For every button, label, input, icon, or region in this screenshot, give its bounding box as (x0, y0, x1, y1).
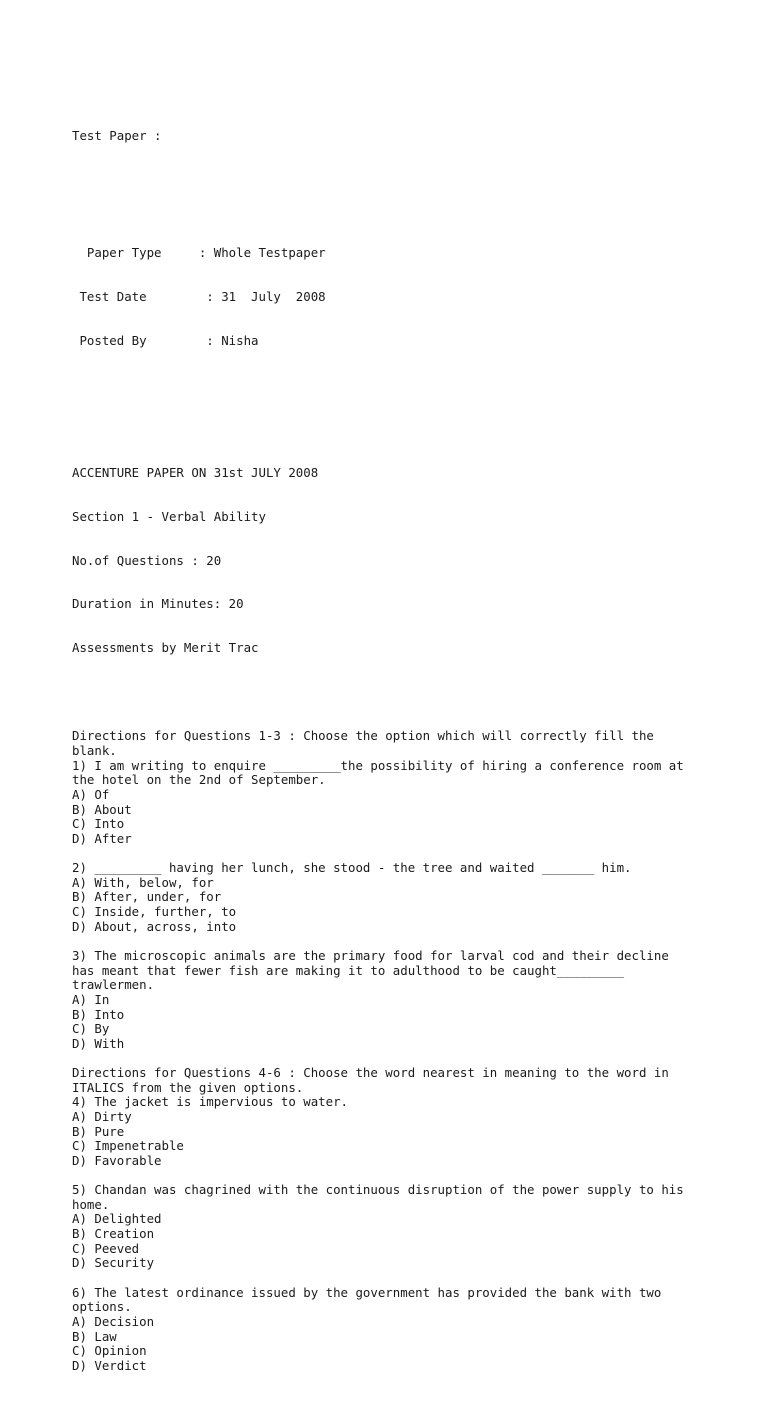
question-text: 5) Chandan was chagrined with the continuous disruption of the power supply to his (72, 1182, 684, 1198)
question-text: 2) _________ having her lunch, she stood - the tree and waited _______ him. (72, 860, 632, 876)
question-block (72, 1183, 684, 1271)
question-text: ITALICS from the given options. (72, 1079, 304, 1095)
question-text: trawlermen. (72, 977, 155, 993)
answer-option: A) Of (72, 786, 110, 802)
answer-option: C) Into (72, 816, 125, 832)
assessor: Assessments by Merit Trac (72, 640, 259, 656)
question-block (72, 1066, 684, 1168)
answer-option: D) With (72, 1035, 125, 1051)
answer-option: B) Creation (72, 1226, 155, 1242)
answer-option: C) Inside, further, to (72, 904, 237, 920)
question-text: Directions for Questions 1-3 : Choose the option which will correctly fill the (72, 728, 654, 744)
answer-option: D) Verdict (72, 1357, 147, 1373)
answer-option: B) Into (72, 1006, 125, 1022)
answer-option: B) After, under, for (72, 889, 222, 905)
answer-option: C) Impenetrable (72, 1138, 184, 1154)
question-text: blank. (72, 742, 117, 758)
answer-option: B) Pure (72, 1123, 125, 1139)
question-text: 1) I am writing to enquire _________the possibility of hiring a conference room at (72, 757, 684, 773)
doc-title-block (72, 99, 684, 172)
answer-option: A) Dirty (72, 1109, 132, 1124)
answer-option: C) Opinion (72, 1343, 147, 1359)
question-text: 3) The microscopic animals are the primary food for larval cod and their decline (72, 947, 669, 963)
question-text: Directions for Questions 4-6 : Choose the word nearest in meaning to the word in (72, 1065, 669, 1081)
question-text: the hotel on the 2nd of September. (72, 772, 326, 788)
answer-option: A) With, below, for (72, 874, 214, 890)
answer-option: C) Peeved (72, 1240, 140, 1256)
paper-info (72, 436, 684, 685)
posted-by: Posted By : Nisha (72, 332, 259, 348)
question-block (72, 949, 684, 1051)
section-name: Section 1 - Verbal Ability (72, 508, 266, 524)
question-text: 6) The latest ordinance issued by the government has provided the bank with two (72, 1284, 662, 1300)
answer-option: D) Favorable (72, 1152, 162, 1168)
duration: Duration in Minutes: 20 (72, 596, 244, 612)
paper-type: Paper Type : Whole Testpaper (72, 244, 326, 260)
question-text: has meant that fewer fish are making it to adulthood to be caught_________ (72, 962, 625, 978)
question-text: 4) The jacket is impervious to water. (72, 1094, 349, 1110)
answer-option: A) Delighted (72, 1211, 162, 1227)
answer-option: D) About, across, into (72, 918, 237, 934)
question-text: options. (72, 1299, 132, 1315)
answer-option: D) After (72, 830, 132, 846)
answer-option: A) Decision (72, 1313, 155, 1329)
question-count: No.of Questions : 20 (72, 552, 222, 568)
answer-option: B) Law (72, 1328, 117, 1344)
questions-list (72, 729, 684, 1373)
question-block (72, 729, 684, 846)
answer-option: A) In (72, 991, 110, 1007)
doc-title: Test Paper : (72, 127, 162, 143)
question-block (72, 1286, 684, 1374)
answer-option: B) About (72, 801, 132, 817)
document-page (72, 70, 684, 1403)
test-date: Test Date : 31 July 2008 (72, 288, 326, 304)
answer-option: D) Security (72, 1255, 155, 1271)
paper-heading: ACCENTURE PAPER ON 31st JULY 2008 (72, 464, 319, 480)
question-block (72, 861, 684, 934)
question-text: home. (72, 1196, 110, 1212)
paper-meta (72, 217, 684, 378)
answer-option: C) By (72, 1021, 110, 1037)
